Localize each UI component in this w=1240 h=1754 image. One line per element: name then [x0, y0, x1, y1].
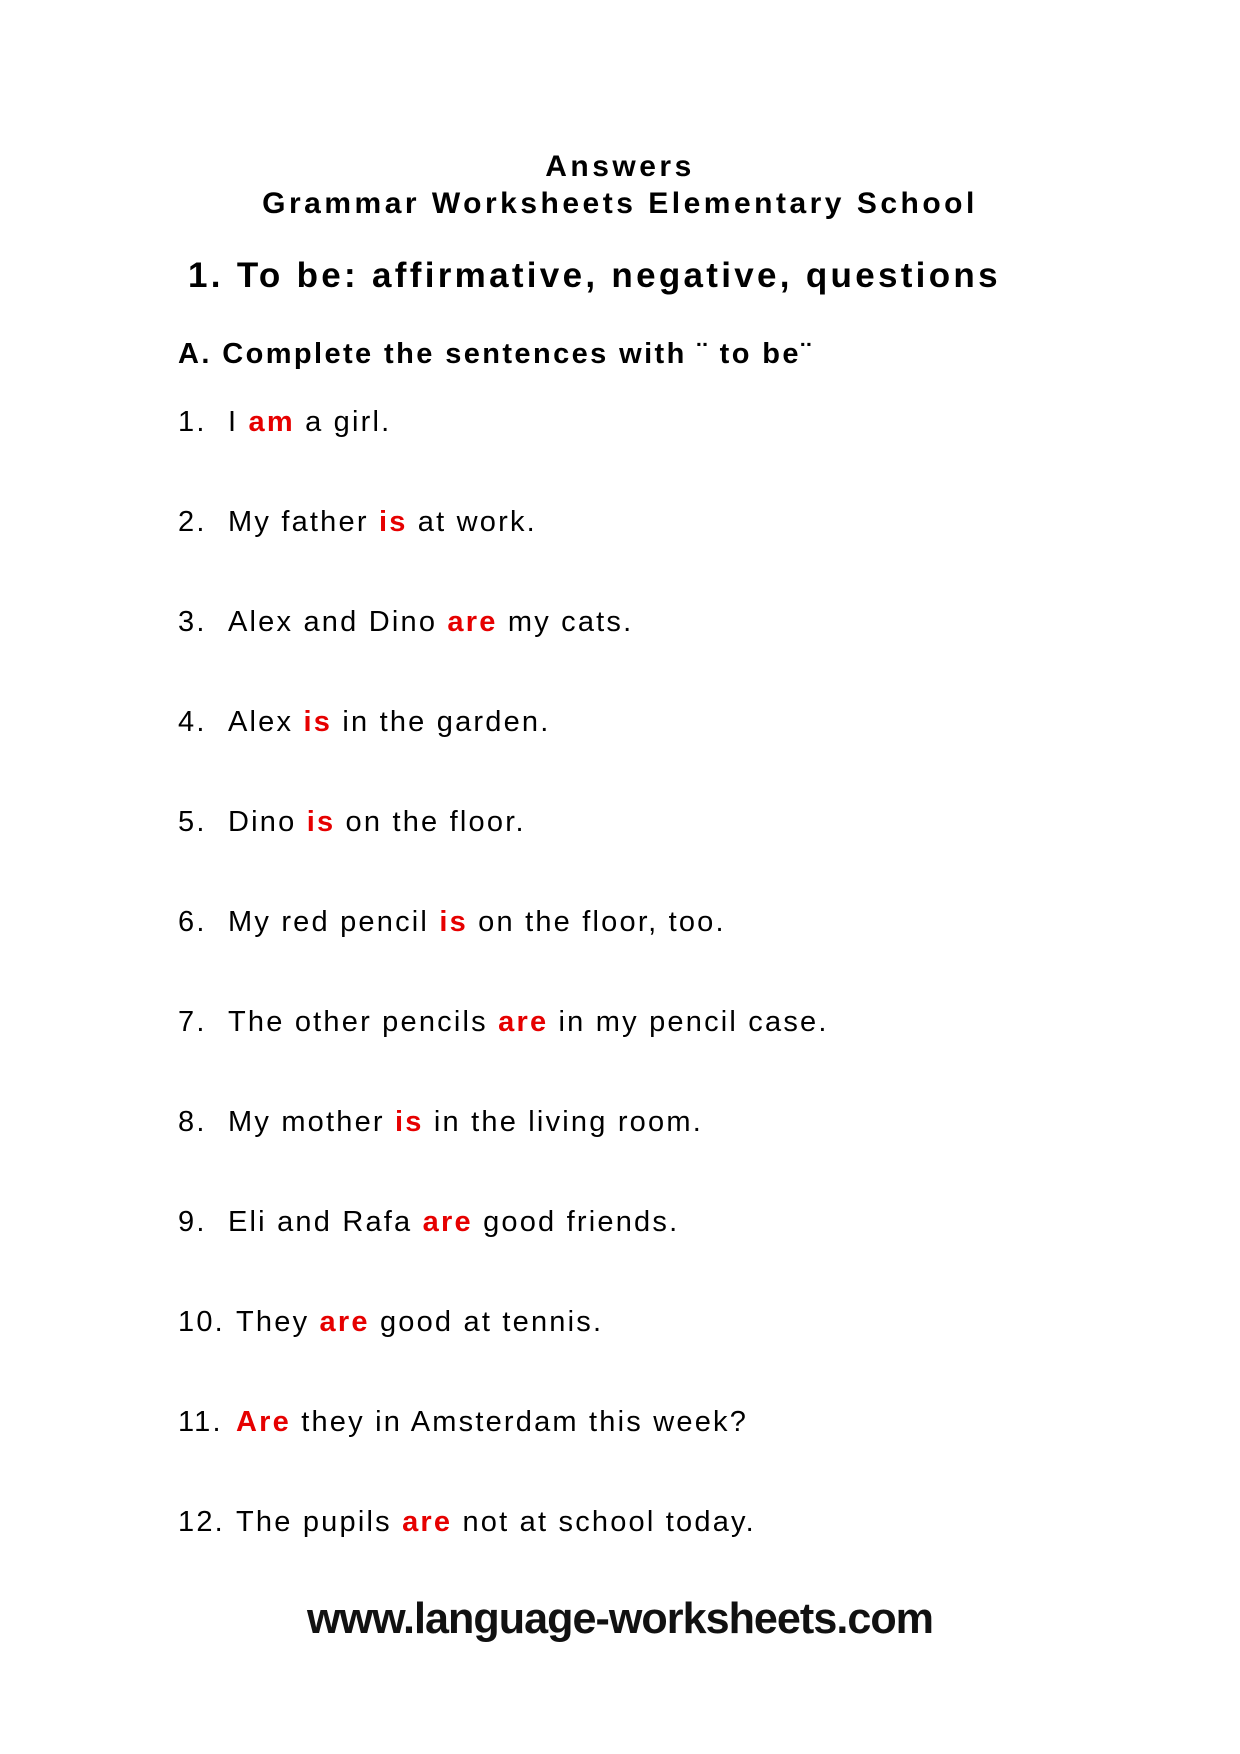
item-text-after: good at tennis.: [369, 1306, 604, 1338]
item-number: 5.: [178, 806, 207, 838]
item-text-before: The pupils: [236, 1506, 403, 1538]
list-item: [178, 1205, 829, 1305]
item-number: 2.: [178, 506, 207, 538]
item-number: 11.: [178, 1406, 223, 1438]
item-answer: am: [248, 406, 295, 438]
item-answer: is: [395, 1106, 424, 1138]
item-answer: is: [303, 706, 333, 738]
list-item: [178, 1105, 829, 1205]
item-text-before: Dino: [228, 806, 307, 838]
list-item: [178, 505, 829, 605]
list-item: [178, 705, 829, 805]
list-item: [178, 1005, 829, 1105]
item-text-after: good friends.: [472, 1206, 680, 1238]
list-item: [178, 905, 829, 1005]
item-text-after: on the floor.: [335, 806, 526, 838]
item-text-before: I: [228, 406, 249, 438]
item-answer: is: [378, 506, 408, 538]
list-item: [178, 805, 829, 905]
answer-list: [178, 405, 829, 1605]
list-item: [178, 1505, 829, 1605]
item-text-after: in the living room.: [423, 1106, 703, 1138]
item-text-before: Eli and Rafa: [228, 1206, 423, 1238]
item-text-before: My red pencil: [228, 906, 440, 938]
item-text-before: Alex and Dino: [228, 606, 448, 638]
item-text-after: they in Amsterdam this week?: [290, 1406, 749, 1438]
item-text-after: not at school today.: [452, 1506, 756, 1538]
section-title: 1. To be: affirmative, negative, questions: [188, 256, 1001, 295]
item-text-after: a girl.: [294, 406, 392, 438]
item-answer: are: [422, 1206, 473, 1238]
item-text-before: My mother: [228, 1106, 396, 1138]
item-answer: are: [402, 1506, 453, 1538]
item-number: 4.: [178, 706, 207, 738]
item-answer: are: [498, 1006, 549, 1038]
footer-website-url: www.language-worksheets.com: [306, 1594, 934, 1643]
item-answer: is: [439, 906, 468, 938]
answers-heading: Answers: [545, 150, 695, 183]
item-text-before: They: [236, 1306, 320, 1338]
list-item: [178, 605, 829, 705]
page-header: [0, 148, 1240, 222]
item-number: 10.: [178, 1306, 225, 1338]
item-number: 9.: [178, 1206, 207, 1238]
item-text-after: in my pencil case.: [548, 1006, 829, 1038]
item-number: 12.: [178, 1506, 225, 1538]
item-answer: are: [319, 1306, 370, 1338]
exercise-instruction: A. Complete the sentences with ¨ to be¨: [178, 338, 813, 370]
item-number: 3.: [178, 606, 207, 638]
item-number: 7.: [178, 1006, 207, 1038]
item-number: 8.: [178, 1106, 207, 1138]
item-text-after: in the garden.: [332, 706, 551, 738]
item-number: 1.: [178, 406, 207, 438]
item-text-before: Alex: [228, 706, 304, 738]
item-answer: Are: [236, 1406, 291, 1438]
list-item: [178, 1305, 829, 1405]
item-text-after: on the floor, too.: [467, 906, 726, 938]
item-text-before: The other pencils: [228, 1006, 499, 1038]
item-number: 6.: [178, 906, 207, 938]
item-text-before: My father: [228, 506, 379, 538]
worksheet-title: Grammar Worksheets Elementary School: [262, 187, 978, 220]
item-text-after: at work.: [407, 506, 537, 538]
list-item: [178, 405, 829, 505]
item-answer: are: [447, 606, 498, 638]
item-text-after: my cats.: [497, 606, 634, 638]
list-item: [178, 1405, 829, 1505]
item-answer: is: [306, 806, 336, 838]
